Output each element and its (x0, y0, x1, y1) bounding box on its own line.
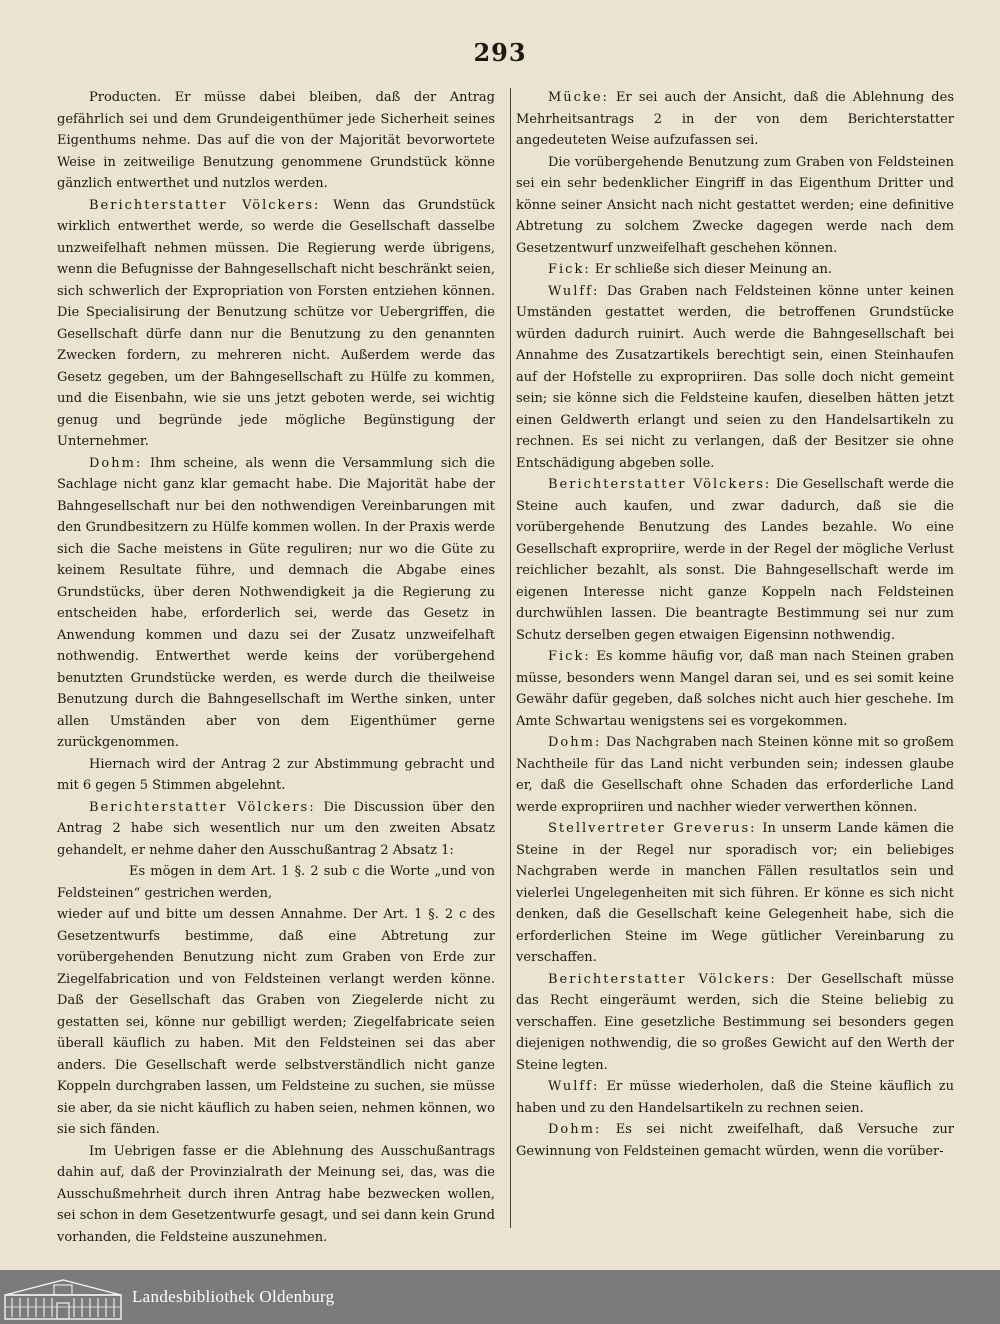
speaker-name: Dohm: (548, 735, 602, 750)
paragraph-text: Producten. Er müsse dabei bleiben, daß der Antrag gefährlich sei und dem Grundeigenthümer jede Sicherheit seines Eigenthums nehme. Das auf die von der Majorität bevorwortete Weise in zeitweilige Benutzung genommene Grundstück könne gänzlich entwerthet und nutzlos werden. (57, 90, 495, 191)
paragraph-text: wieder auf und bitte um dessen Annahme. Der Art. 1 §. 2 c des Gesetzentwurfs bestimme, daß eine Abtretung zur vorübergehenden Benutzung nicht zum Graben von Erde zur Ziegelfabrication und von Feldsteinen verlangt werden könne. Daß der Gesellschaft das Graben von Ziegelerde nicht zu gestatten sei, könne nur gebilligt werden; Ziegelfabricate seien überall käuflich zu haben. Mit den Feldsteinen sei das aber anders. Die Gesellschaft werde selbstverständlich nicht ganze Koppeln durchgraben lassen, um Feldsteine zu suchen, sie müsse sie aber, da sie nicht käuflich zu haben seien, nehmen können, wo sie sich fänden. (57, 907, 495, 1137)
paragraph-text: Es sei nicht zweifelhaft, daß Versuche zur Gewinnung von Feldsteinen gemacht würden, wenn die vorüber- (516, 1122, 954, 1159)
paragraph-text: Er müsse wiederholen, daß die Steine käuflich zu haben und zu den Handelsartikeln zu rechnen seien. (516, 1079, 954, 1116)
speaker-name: Stellvertreter Greverus: (548, 821, 757, 836)
speaker-name: Berichterstatter Völckers: (548, 477, 772, 492)
speaker-name: Wulff: (548, 283, 600, 299)
speaker-name: Fick: (548, 262, 591, 277)
paragraph (516, 281, 954, 475)
paragraph-text: Er schließe sich dieser Meinung an. (590, 262, 833, 277)
paragraph (57, 797, 495, 862)
column-divider (510, 88, 511, 1228)
speaker-name: Fick: (548, 649, 591, 664)
paragraph-text: Wenn das Grundstück wirklich entwerthet werde, so werde die Gesellschaft dasselbe unzweifelhaft nehmen müssen. Die Regierung werde übrigens, wenn die Befugnisse der Bahngesellschaft nicht beschränkt seien, sich schwerlich der Expropriation von Forsten entziehen können. Die Specialisirung der Benutzung schütze vor Uebergriffen, die Gesellschaft dürfe dann nur die Benutzung zu den genannten Zwecken fordern, zu mehreren nicht. Außerdem werde das Gesetz gegeben, um der Bahngesellschaft zu Hülfe zu kommen, und die Eisenbahn, wie sie uns jetzt geboten werde, sei wichtig genug und begründe jede mögliche Begünstigung der Unternehmer. (57, 197, 495, 449)
paragraph-text: Das Graben nach Feldsteinen könne unter keinen Umständen gestattet werden, die betroffenen Grundstücke würden dadurch ruinirt. Auch werde die Bahngesellschaft bei Annahme des Zusatzartikels berechtigt sein, einen Steinhaufen auf der Hofstelle zu expropriiren. Das solle doch nicht gemeint sein; sie könne sich die Feldsteine kaufen, dieselben hätten jetzt einen Geldwerth erlangt und seien zu den Handelsartikeln zu rechnen. Es sei nicht zu verlangen, daß der Besitzer sie ohne Entschädigung abgeben solle. (516, 283, 954, 471)
paragraph (516, 1119, 954, 1162)
paragraph-text: Das Nachgraben nach Steinen könne mit so großem Nachtheile für das Land nicht verbunden sein; indessen glaube er, daß die Gesellschaft ohne Schaden das erforderliche Land werde expropriiren und nachher wieder verwerthen können. (516, 735, 954, 815)
paragraph (57, 754, 495, 797)
paragraph (516, 474, 954, 646)
library-building-icon (4, 1277, 122, 1320)
speaker-name: Dohm: (89, 455, 143, 471)
paragraph-text: Die Gesellschaft werde die Steine auch kaufen, und zwar dadurch, daß sie die vorübergehende Benutzung des Landes bezahle. Wo eine Gesellschaft expropriire, werde in der Regel der mögliche Verlust reichlicher bezahlt, als sonst. Die Bahngesellschaft werde im eigenen Interesse nicht ganze Koppeln nach Feldsteinen durchwühlen lassen. Die beantragte Bestimmung sei nur zum Schutz derselben gegen etwaigen Eigensinn nothwendig. (516, 477, 954, 643)
paragraph (57, 195, 495, 453)
speaker-name: Berichterstatter Völckers: (89, 197, 321, 213)
paragraph (516, 818, 954, 969)
paragraph (57, 904, 495, 1141)
paragraph-text: Der Gesellschaft müsse das Recht eingeräumt werden, sich die Steine beliebig zu verschaffen. Eine gesetzliche Bestimmung sei besonders gegen diejenigen nothwendig, die so großes Gewicht auf den Werth der Steine legten. (516, 971, 954, 1073)
paragraph-text: Die Discussion über den Antrag 2 habe sich wesentlich nur um den zweiten Absatz gehandelt, er nehme daher den Ausschußantrag 2 Absatz 1: (57, 799, 495, 858)
paragraph-text: Es komme häufig vor, daß man nach Steinen graben müsse, besonders wenn Mangel daran sei, und es sei somit keine Gewähr dafür gegeben, daß solches nicht auch hier geschehe. Im Amte Schwartau wenigstens sei es vorgekommen. (516, 649, 954, 729)
footer-bar (0, 1270, 1000, 1324)
speaker-name: Wulff: (548, 1079, 600, 1094)
paragraph-text: Im Uebrigen fasse er die Ablehnung des Ausschußantrags dahin auf, daß der Provinzialrath der Meinung sei, das, was die Ausschußmehrheit durch ihren Antrag habe bezwecken wollen, sei schon in dem Gesetzentwurfe gesagt, und sei dann kein Grund vorhanden, die Feldsteine auszunehmen. (57, 1143, 495, 1245)
paragraph-text: In unserm Lande kämen die Steine in der Regel nur sporadisch vor; ein beliebiges Nachgraben werde in manchen Fällen resultatlos sein und vielerlei Ungelegenheiten mit sich führen. Er könne es sich nicht denken, daß die Gesellschaft keine Gelegenheit habe, sich die erforderlichen Steine im Wege gütlicher Vereinbarung zu verschaffen. (516, 821, 954, 965)
paragraph (516, 969, 954, 1077)
paragraph-text: Die vorübergehende Benutzung zum Graben von Feldsteinen sei ein sehr bedenklicher Eingriff in das Eigenthum Dritter und könne seiner Ansicht nach nicht gestattet werden; eine definitive Abtretung zu solchem Zwecke dagegen werde nach dem Gesetzentwurf unzweifelhaft geschehen können. (516, 154, 954, 256)
paragraph (57, 87, 495, 195)
left-column (57, 87, 495, 1248)
speaker-name: Berichterstatter Völckers: (548, 971, 777, 987)
paragraph-text: Ihm scheine, als wenn die Versammlung sich die Sachlage nicht ganz klar gemacht habe. Die Majorität habe der Bahngesellschaft nur bei den nothwendigen Vereinbarungen mit den Grundbesitzern zu Hülfe kommen wollen. In der Praxis werde sich die Sache meistens in Güte reguliren; nur wo die Güte zu keinem Resultate führe, und demnach die Abgabe eines Grundstücks, über deren Nothwendigkeit ja die Regierung zu entscheiden habe, erforderlich sei, werde das Gesetz in Anwendung kommen und dazu sei der Zusatz unzweifelhaft nothwendig. Entwerthet werde keins der vorübergehend benutzten Grundstücke werden, es werde durch die theilweise Benutzung durch die Bahngesellschaft im Werthe sinken, unter allen Umständen aber von dem Eigenthümer gerne zurückgenommen. (57, 455, 495, 750)
paragraph (516, 259, 954, 281)
paragraph-text: Er sei auch der Ansicht, daß die Ablehnung des Mehrheitsantrags 2 in der von dem Berichterstatter angedeuteten Weise aufzufassen sei. (516, 90, 954, 148)
page-number: 293 (473, 38, 527, 67)
library-name: Landesbibliothek Oldenburg (132, 1287, 335, 1306)
paragraph (516, 152, 954, 260)
paragraph (516, 732, 954, 818)
speaker-name: Mücke: (548, 90, 609, 105)
paragraph-text: Es mögen in dem Art. 1 §. 2 sub c die Worte „und von Feldsteinen“ gestrichen werden, (57, 864, 495, 901)
paragraph (57, 861, 495, 904)
paragraph (516, 1076, 954, 1119)
paragraph (57, 1141, 495, 1249)
speaker-name: Dohm: (548, 1122, 602, 1137)
paragraph-text: Hiernach wird der Antrag 2 zur Abstimmung gebracht und mit 6 gegen 5 Stimmen abgelehnt. (57, 756, 495, 793)
paragraph (57, 453, 495, 754)
speaker-name: Berichterstatter Völckers: (89, 799, 316, 815)
paragraph (516, 87, 954, 152)
paragraph (516, 646, 954, 732)
right-column (516, 87, 954, 1162)
